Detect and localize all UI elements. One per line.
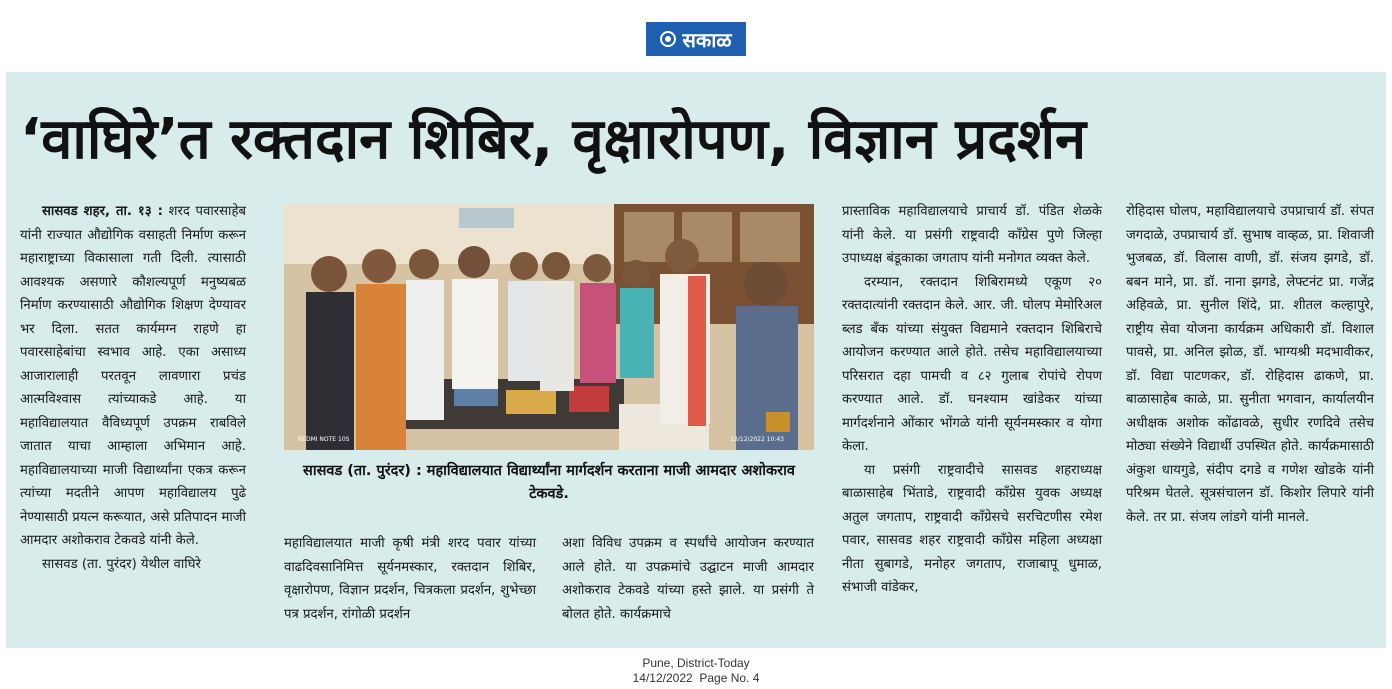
photo-caption: सासवड (ता. पुरंदर) : महाविद्यालयात विद्यार्थ्यांना मार्गदर्शन करताना माजी आमदार अशोकराव टेकवडे. — [303, 463, 795, 502]
page-footer — [0, 656, 1392, 686]
news-clipping — [6, 72, 1386, 648]
column-5-paragraph: रोहिदास घोलप, महाविद्यालयाचे उपप्राचार्य डॉ. संपत जगदाळे, उपप्राचार्य डॉ. सुभाष वाव्हळ, प्रा. शिवाजी भुजबळ, डॉ. विलास वाणी, डॉ. संजय झगडे, डॉ. बबन माने, प्रा. डॉ. नाना झगडे, लेफ्टनंट प्रा. गजेंद्र अहिवळे, प्रा. सुनील शिंदे, प्रा. शीतल कल्हापुरे, राष्ट्रीय सेवा योजना कार्यक्रम अधिकारी डॉ. विशाल पावसे, प्रा. अनिल झोळ, डॉ. भाग्यश्री मदभावीकर, डॉ. विद्या पाटणकर, डॉ. रोहिदास ढाकणे, प्रा. बाळासाहेब काळे, प्रा. सुनीता भगवान, कार्यालयीन अधीक्षक अशोक कोंढावळे, सुधीर रणदिवे तसेच मोठ्या संख्येने विद्यार्थी उपस्थित होते. कार्यक्रमासाठी अंकुश धायगुडे, संदीप दगडे व गणेश खोडके यांनी परिश्रम घेतले. सूत्रसंचालन डॉ. किशोर लिपारे यांनी केले. तर प्रा. संजय लांडगे यांनी मानले. — [1126, 204, 1374, 525]
event-photo-illustration — [284, 204, 814, 450]
footer-date-page: 14/12/2022 Page No. 4 — [632, 671, 760, 685]
column-4-paragraph-3: या प्रसंगी राष्ट्रवादीचे सासवड शहराध्यक्ष बाळासाहेब भिंताडे, राष्ट्रवादी काँग्रेस युवक अध्यक्ष अतुल जगताप, राष्ट्रवादी काँग्रेसचे सरचिटणीस रमेश पवार, सासवड शहर राष्ट्रवादी काँग्रेस महिला अध्यक्षा नीता सुबागडे, मनोहर जगताप, राजाबापू धुमाळ, संभाजी वांडेकर, — [842, 462, 1102, 595]
masthead-logo — [646, 22, 746, 56]
article-column-1 — [20, 200, 246, 576]
column-3-paragraph: अशा विविध उपक्रम व स्पर्धांचे आयोजन करण्यात आले होते. या उपक्रमांचे उद्घाटन माजी आमदार अशोकराव टेकवडे यांच्या हस्ते झाले. या प्रसंगी ते बोलत होते. कार्यक्रमाचे — [562, 536, 814, 622]
article-photo — [284, 204, 814, 450]
masthead-name: सकाळ — [682, 27, 732, 52]
article-column-4 — [842, 200, 1102, 600]
photo-device-watermark: REDMI NOTE 10S — [298, 436, 350, 443]
sakal-logo-icon — [660, 31, 676, 47]
column-1-paragraph-1: शरद पवारसाहेब यांनी राज्यात औद्योगिक वसाहती निर्माण करून महाराष्ट्राच्या विकासाला गती दिली. त्यासाठी आवश्यक असणारे कौशल्यपूर्ण मनुष्यबळ निर्माण करण्यासाठी औद्योगिक शिक्षण देण्यावर भर दिला. सतत कार्यमग्न राहणे हा पवारसाहेबांचा स्वभाव आहे. एका असाध्य आजारालाही परतवून लावणारा प्रचंड आत्मविश्वास त्यांच्याकडे आहे. या महाविद्यालयात वैविध्यपूर्ण उपक्रम राबविले जातात याचा आम्हाला अभिमान आहे. महाविद्यालयाच्या माजी विद्यार्थ्यांना एकत्र करून त्यांच्या मदतीने आपण महाविद्यालय पुढे नेण्यासाठी प्रयत्न करूयात, असे प्रतिपादन माजी आमदार अशोकराव टेकवडे यांनी केले. — [20, 204, 246, 548]
column-1-paragraph-2: सासवड (ता. पुरंदर) येथील वाघिरे — [42, 556, 201, 572]
photo-timestamp: 13/12/2022 10:43 — [730, 436, 784, 443]
footer-edition: Pune, District-Today — [642, 656, 750, 670]
column-4-paragraph-1: प्रास्ताविक महाविद्यालयाचे प्राचार्य डॉ. पंडित शेळके यांनी केले. या प्रसंगी राष्ट्रवादी काँग्रेस पुणे जिल्हा उपाध्यक्ष बंडूकाका जगताप यांनी मनोगत व्यक्त केले. — [842, 204, 1102, 266]
article-column-3 — [562, 532, 814, 626]
article-column-2 — [284, 532, 536, 626]
column-4-paragraph-2: दरम्यान, रक्तदान शिबिरामध्ये एकूण २० रक्तदात्यांनी रक्तदान केले. आर. जी. घोलप मेमोरिअल ब्लड बँक यांच्या संयुक्त विद्यमाने रक्तदान शिबिराचे आयोजन करण्यात आले होते. तसेच महाविद्यालयाच्या परिसरात दहा पामची व ८२ गुलाब रोपांचे रोपण करण्यात आले. डॉ. घनश्याम खांडेकर यांच्या मार्गदर्शनाने ओंकार भोंगळे यांनी सूर्यनमस्कार व योगा केला. — [842, 274, 1102, 454]
dateline: सासवड शहर, ता. १३ : — [42, 204, 163, 219]
article-headline: ‘वाघिरे’त रक्तदान शिबिर, वृक्षारोपण, विज्ञान प्रदर्शन — [20, 107, 1087, 172]
column-2-paragraph: महाविद्यालयात माजी कृषी मंत्री शरद पवार यांच्या वाढदिवसानिमित्त सूर्यनमस्कार, रक्तदान शिबिर, वृक्षारोपण, विज्ञान प्रदर्शन, चित्रकला प्रदर्शन, शुभेच्छा पत्र प्रदर्शन, रांगोळी प्रदर्शन — [284, 536, 536, 622]
article-column-5 — [1126, 200, 1374, 529]
